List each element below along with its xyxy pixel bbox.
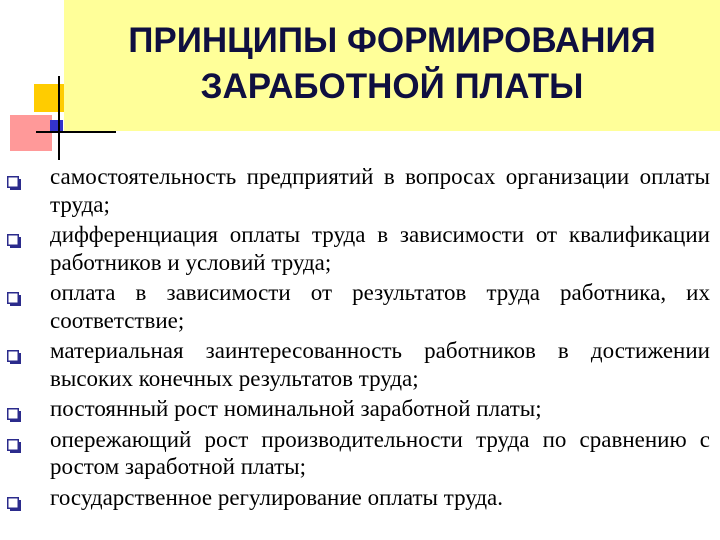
logo-pink-square	[10, 115, 52, 151]
list-item-text: оплата в зависимости от результатов труда работника, их соответствие;	[50, 280, 710, 333]
list-item	[0, 484, 716, 512]
square-bullet-icon	[7, 227, 21, 241]
logo-vertical-line	[58, 76, 60, 160]
list-item	[0, 221, 716, 276]
list-item-text: самостоятельность предприятий в вопросах организации оплаты труда;	[50, 164, 710, 217]
square-bullet-icon	[7, 401, 21, 415]
square-bullet-icon	[7, 169, 21, 183]
list-item-text: материальная заинтересованность работников в достижении высоких конечных результатов труда;	[50, 338, 710, 391]
list-item-text: опережающий рост производительности труда по сравнению с ростом заработной платы;	[50, 426, 710, 479]
list-item-text: дифференциация оплаты труда в зависимости от квалификации работников и условий труда;	[50, 222, 710, 275]
principles-list	[0, 163, 716, 514]
title-line-2: ЗАРАБОТНОЙ ПЛАТЫ	[200, 67, 584, 106]
list-item	[0, 163, 716, 218]
square-bullet-icon	[7, 343, 21, 357]
square-bullet-icon	[7, 432, 21, 446]
list-item	[0, 395, 716, 423]
list-item	[0, 279, 716, 334]
slide-title	[64, 18, 720, 110]
list-item-text: постоянный рост номинальной заработной платы;	[50, 396, 542, 421]
list-item-text: государственное регулирование оплаты труда.	[50, 484, 504, 510]
list-item	[0, 337, 716, 392]
square-bullet-icon	[7, 490, 21, 504]
list-item	[0, 426, 716, 481]
square-bullet-icon	[7, 285, 21, 299]
logo-horizontal-line	[36, 131, 116, 133]
title-line-1: ПРИНЦИПЫ ФОРМИРОВАНИЯ	[128, 21, 656, 60]
